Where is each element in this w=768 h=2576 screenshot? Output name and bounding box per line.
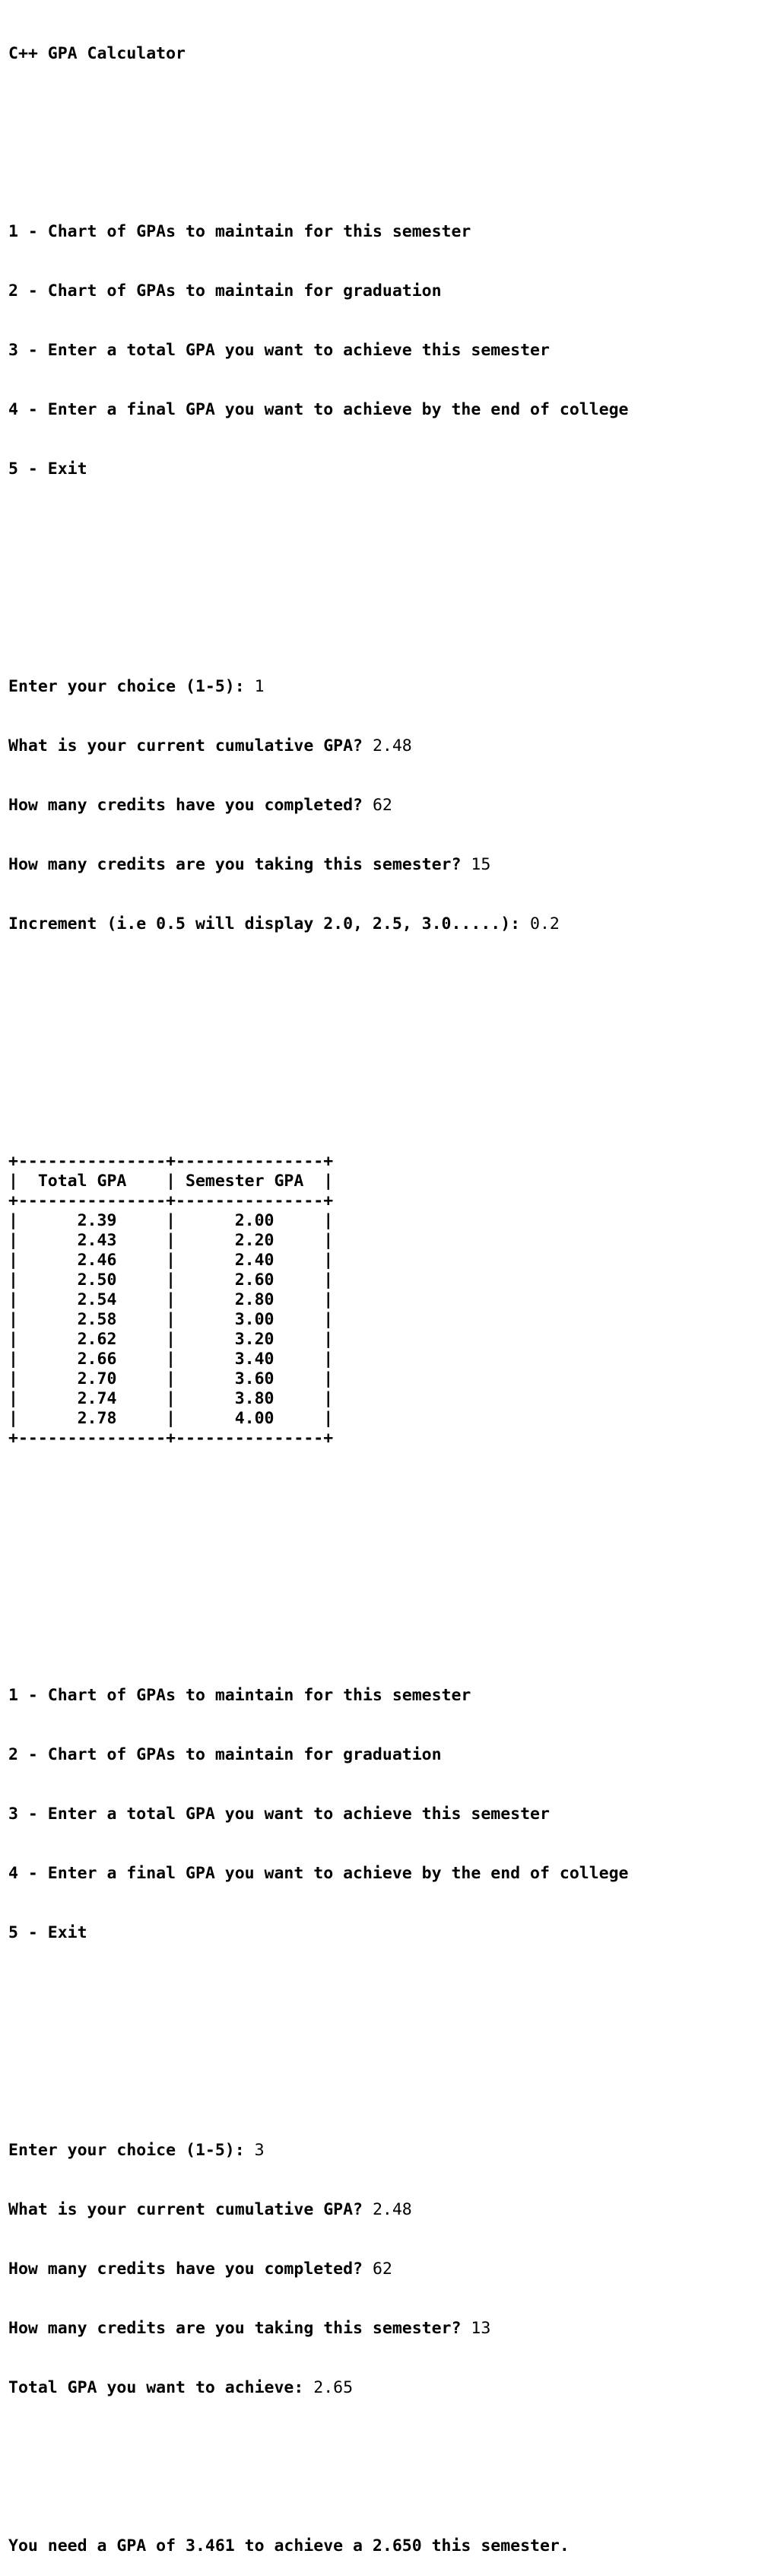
prompt-answer: 2.48: [372, 736, 412, 755]
table-row: | 2.66 | 3.40 |: [8, 1350, 334, 1369]
prompt-answer: 15: [471, 855, 491, 874]
menu-item-2: 2 - Chart of GPAs to maintain for graduation: [8, 281, 442, 301]
table-row: | 2.46 | 2.40 |: [8, 1251, 334, 1270]
gpa-table: [8, 1152, 768, 1449]
blank-line: [8, 2477, 768, 2497]
prompt-answer: 3: [254, 2141, 265, 2160]
prompt-question: Enter your choice (1-5):: [8, 2141, 255, 2160]
prompt-question: What is your current cumulative GPA?: [8, 736, 373, 755]
prompt-question: Total GPA you want to achieve:: [8, 2378, 314, 2397]
prompt-question: What is your current cumulative GPA?: [8, 2200, 373, 2219]
session-2-prompts: [8, 2101, 768, 2438]
table-border: +---------------+---------------+: [8, 1152, 334, 1171]
table-header-row: | Total GPA | Semester GPA |: [8, 1172, 334, 1191]
table-border: +---------------+---------------+: [8, 1191, 334, 1210]
session-1-prompts: [8, 638, 768, 974]
prompt-line: [8, 796, 768, 816]
menu-item-1: 1 - Chart of GPAs to maintain for this semester: [8, 222, 471, 241]
table-border: +---------------+---------------+: [8, 1429, 334, 1448]
blank-line: [8, 558, 768, 578]
prompt-answer: 1: [254, 677, 265, 696]
prompt-line: [8, 855, 768, 875]
prompt-line: [8, 2200, 768, 2220]
prompt-line: [8, 2378, 768, 2398]
table-row: | 2.70 | 3.60 |: [8, 1369, 334, 1388]
menu-item-1: 1 - Chart of GPAs to maintain for this semester: [8, 1686, 471, 1705]
table-row: | 2.62 | 3.20 |: [8, 1330, 334, 1349]
prompt-answer: 62: [372, 2260, 392, 2279]
menu-item-5: 5 - Exit: [8, 460, 87, 479]
table-row: | 2.74 | 3.80 |: [8, 1389, 334, 1408]
prompt-question: How many credits are you taking this semester?: [8, 855, 471, 874]
prompt-answer: 2.48: [372, 2200, 412, 2219]
prompt-line: [8, 2319, 768, 2339]
prompt-question: How many credits have you completed?: [8, 796, 373, 815]
app-title: C++ GPA Calculator: [8, 44, 186, 63]
menu-item-3: 3 - Enter a total GPA you want to achieve this semester: [8, 1805, 550, 1824]
table-row: | 2.58 | 3.00 |: [8, 1310, 334, 1329]
table-row: | 2.39 | 2.00 |: [8, 1211, 334, 1230]
menu-item-4: 4 - Enter a final GPA you want to achieve by the end of college: [8, 1864, 629, 1883]
prompt-line: [8, 914, 768, 934]
menu-item-4: 4 - Enter a final GPA you want to achieve by the end of college: [8, 400, 629, 419]
blank-line: [8, 1073, 768, 1092]
prompt-answer: 0.2: [530, 914, 560, 933]
menu-item-3: 3 - Enter a total GPA you want to achieve this semester: [8, 341, 550, 360]
prompt-answer: 13: [471, 2319, 491, 2338]
prompt-line: [8, 2260, 768, 2279]
table-row: | 2.50 | 2.60 |: [8, 1271, 334, 1290]
menu-block-2: [8, 1646, 768, 1983]
blank-line: [8, 1013, 768, 1033]
prompt-question: How many credits have you completed?: [8, 2260, 373, 2279]
blank-line: [8, 103, 768, 123]
prompt-line: [8, 677, 768, 697]
blank-line: [8, 1508, 768, 1528]
blank-line: [8, 1567, 768, 1587]
prompt-line: [8, 736, 768, 756]
menu-block-1: [8, 183, 768, 519]
menu-item-2: 2 - Chart of GPAs to maintain for graduation: [8, 1745, 442, 1764]
prompt-answer: 2.65: [313, 2378, 354, 2397]
menu-item-5: 5 - Exit: [8, 1923, 87, 1942]
result-message: You need a GPA of 3.461 to achieve a 2.650 this semester.: [8, 2536, 570, 2555]
table-row: | 2.78 | 4.00 |: [8, 1409, 334, 1428]
prompt-answer: 62: [372, 796, 392, 815]
prompt-question: Increment (i.e 0.5 will display 2.0, 2.5, 3.0.....):: [8, 914, 531, 933]
table-row: | 2.43 | 2.20 |: [8, 1231, 334, 1250]
table-row: | 2.54 | 2.80 |: [8, 1290, 334, 1309]
prompt-question: Enter your choice (1-5):: [8, 677, 255, 696]
prompt-line: [8, 2141, 768, 2161]
prompt-question: How many credits are you taking this semester?: [8, 2319, 471, 2338]
blank-line: [8, 2022, 768, 2042]
